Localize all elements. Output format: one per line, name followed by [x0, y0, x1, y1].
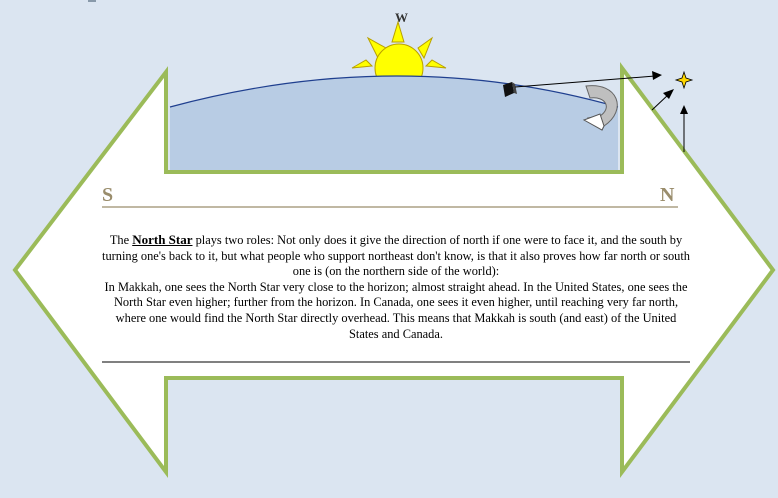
sight-arrow-diagonal: [652, 89, 674, 110]
paragraph-locations: In Makkah, one sees the North Star very close to the horizon; almost straight ahead. In the United States, one sees the North Star even higher; further from the horizon. In Canada, one sees it even higher, until reaching very far north, where one would find the North Star directly overhead. This means that Makkah is south (and east) of the United States and Canada.: [104, 279, 688, 341]
south-label: S: [102, 184, 114, 206]
explanation-text: [100, 232, 692, 342]
paragraph-roles: [100, 232, 692, 280]
p1-body: plays two roles: Not only does it give the direction of north if one were to face it, and the south by turning one's back to it, but what people who support northeast don't know, is that it also proves how far north or south one is (on the northern side of the world):: [102, 233, 690, 279]
corner-mark: [88, 0, 96, 2]
sky-region: [170, 76, 618, 170]
sight-line-arrow: [515, 71, 662, 87]
north-star-icon: [676, 72, 692, 88]
west-label: W: [395, 10, 408, 25]
north-label: N: [660, 184, 675, 206]
north-star-term: North Star: [132, 232, 193, 247]
p1-prefix: The: [109, 233, 133, 247]
